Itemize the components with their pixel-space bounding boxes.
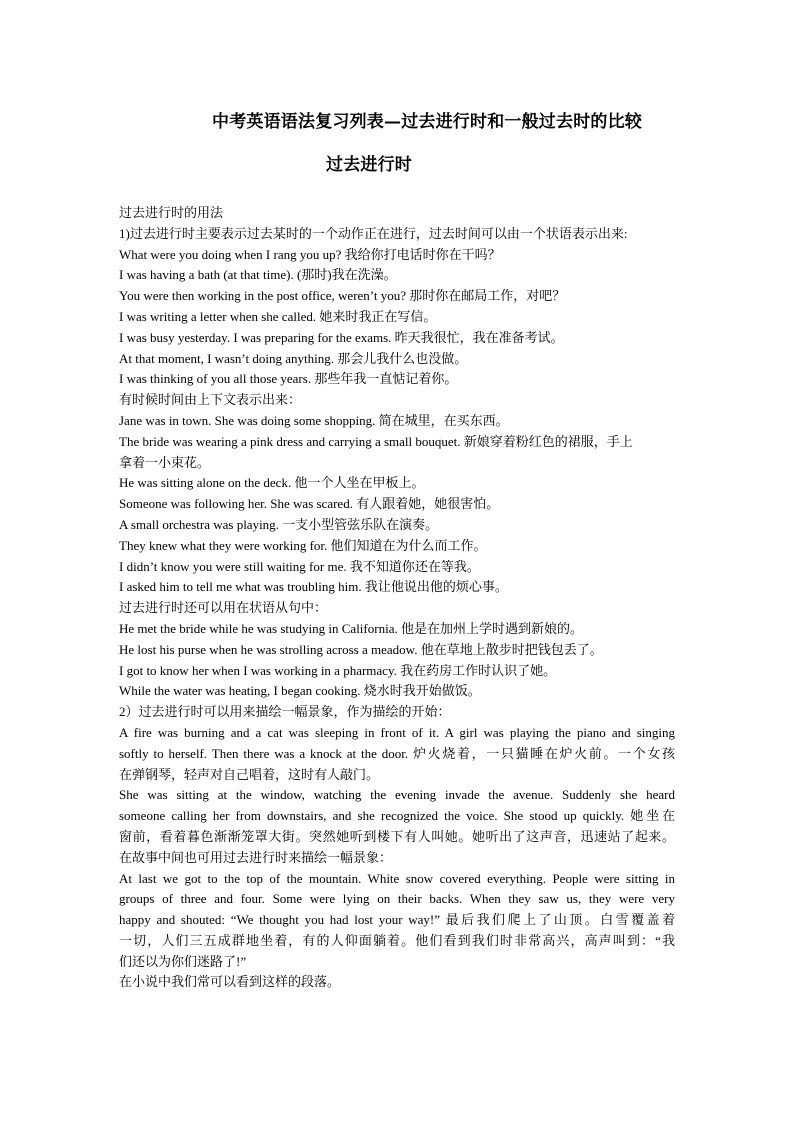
text-line: 2）过去进行时可以用来描绘一幅景象，作为描绘的开始： xyxy=(119,704,451,720)
text-line: I was busy yesterday. I was preparing for the exams. 昨天我很忙，我在准备考试。 xyxy=(119,329,564,345)
text-line: 在故事中间也可用过去进行时来描绘一幅景象： xyxy=(119,849,393,865)
text-line: happy and shouted: “We thought you had lost your way!” 最后我们爬上了山顶。白雪覆盖着 xyxy=(119,912,675,928)
text-line: softly to herself. Then there was a knock at the door. 炉火烧着，一只猫睡在炉火前。一个女孩 xyxy=(119,745,675,761)
text-line: He met the bride while he was studying in California. 他是在加州上学时遇到新娘的。 xyxy=(119,620,583,636)
text-line: 在小说中我们常可以看到这样的段落。 xyxy=(119,974,341,990)
text-line: He was sitting alone on the deck. 他一个人坐在甲板上。 xyxy=(119,475,425,491)
text-line: I didn’t know you were still waiting for me. 我不知道你还在等我。 xyxy=(119,558,480,574)
text-line: Someone was following her. She was scared. 有人跟着她，她很害怕。 xyxy=(119,496,500,512)
text-line: I was having a bath (at that time). (那时)我在洗澡。 xyxy=(119,267,397,283)
text-line: 过去进行时还可以用在状语从句中： xyxy=(119,600,328,616)
text-line: She was sitting at the window, watching the evening invade the avenue. Suddenly she heard xyxy=(119,787,675,803)
text-line: At last we got to the top of the mountain. White snow covered everything. People were sitting in xyxy=(119,870,675,886)
text-line: A small orchestra was playing. 一支小型管弦乐队在演奏。 xyxy=(119,516,439,532)
text-line: 在弹钢琴，轻声对自己唱着，这时有人敲门。 xyxy=(119,766,380,782)
text-line: They knew what they were working for. 他们知道在为什么而工作。 xyxy=(119,537,487,553)
text-line: The bride was wearing a pink dress and carrying a small bouquet. 新娘穿着粉红色的裙服，手上 xyxy=(119,433,633,449)
text-line: someone calling her from downstairs, and she recognized the voice. She stood up quickly. 她坐在 xyxy=(119,808,675,824)
text-line: What were you doing when I rang you up? 我给你打电话时你在干吗？ xyxy=(119,246,501,262)
text-line: I was writing a letter when she called. 她来时我正在写信。 xyxy=(119,308,437,324)
text-line: He lost his purse when he was strolling across a meadow. 他在草地上散步时把钱包丢了。 xyxy=(119,641,603,657)
text-line: I got to know her when I was working in a pharmacy. 我在药房工作时认识了她。 xyxy=(119,662,557,678)
text-line: At that moment, I wasn’t doing anything. 那会儿我什么也没做。 xyxy=(119,350,468,366)
text-line: 窗前，看着暮色渐渐笼罩大街。突然她听到楼下有人叫她。她听出了这声音，迅速站了起来。 xyxy=(119,828,675,844)
text-line: 们还以为你们迷路了!” xyxy=(119,953,247,969)
text-line: 过去进行时的用法 xyxy=(119,205,224,220)
text-line: A fire was burning and a cat was sleeping in front of it. A girl was playing the piano and singing xyxy=(119,724,675,740)
text-line: You were then working in the post office, weren’t you? 那时你在邮局工作，对吧？ xyxy=(119,288,566,304)
document-title: 中考英语语法复习列表—过去进行时和一般过去时的比较 xyxy=(212,112,642,132)
text-line: While the water was heating, I began cooking. 烧水时我开始做饭。 xyxy=(119,683,481,699)
text-line: 1)过去进行时主要表示过去某时的一个动作正在进行，过去时间可以由一个状语表示出来: xyxy=(119,225,628,241)
text-line: Jane was in town. She was doing some shopping. 简在城里，在买东西。 xyxy=(119,412,509,428)
text-line: groups of three and four. Some were lying on their backs. When they saw us, they were very xyxy=(119,891,675,907)
section-heading: 过去进行时 xyxy=(326,155,412,175)
document-body xyxy=(119,203,675,993)
text-line: 拿着一小束花。 xyxy=(119,454,211,470)
text-line: 一切，人们三五成群地坐着，有的人仰面躺着。他们看到我们时非常高兴，高声叫到：“我 xyxy=(119,932,675,948)
text-line: 有时候时间由上下文表示出来： xyxy=(119,392,302,408)
text-line: I was thinking of you all those years. 那些年我一直惦记着你。 xyxy=(119,371,458,387)
text-line: I asked him to tell me what was troubling him. 我让他说出他的烦心事。 xyxy=(119,579,508,595)
